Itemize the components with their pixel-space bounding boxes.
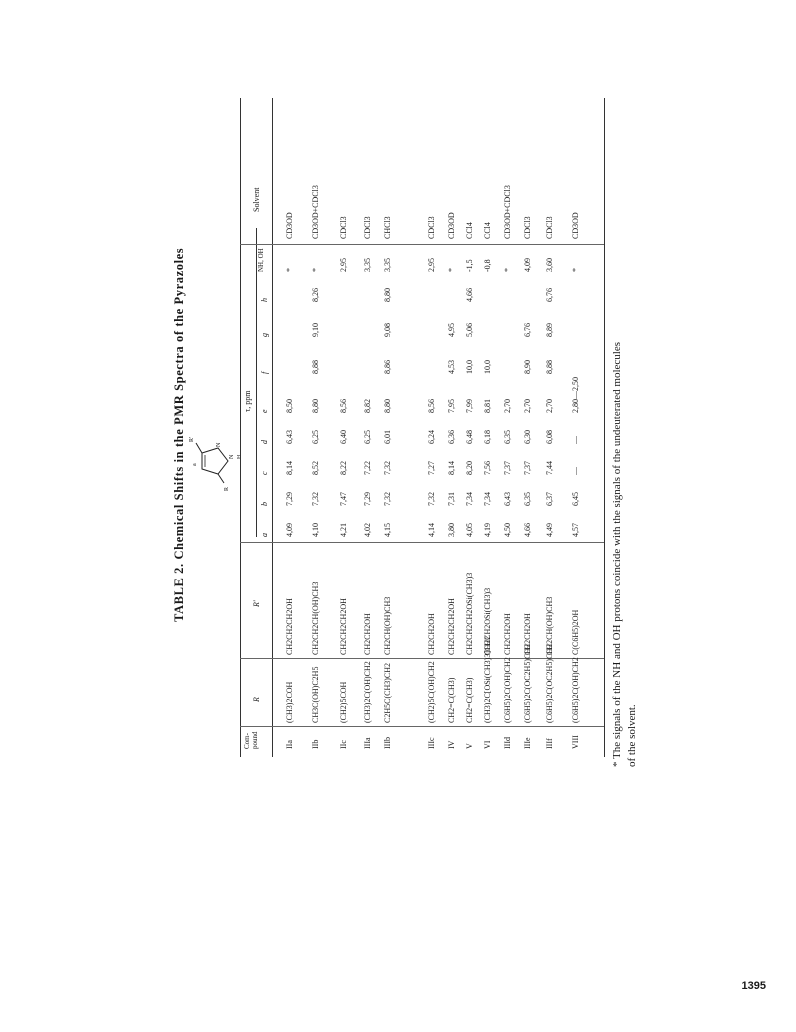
cell-r: (C6H5)2C(OH)CH2 <box>571 657 580 723</box>
structure-label-a: a <box>192 463 198 466</box>
cell-compound: IIIa <box>363 737 372 749</box>
cell-r: (CH3)2C[OSi(CH3)3]CH2 <box>483 635 492 723</box>
cell-f: 4,53 <box>447 360 456 374</box>
table-row <box>540 98 558 757</box>
cell-compound: IIIf <box>545 738 554 749</box>
cell-solvent: CD3OD <box>285 212 294 239</box>
table-row <box>498 98 516 757</box>
cell-solvent: CDCl3 <box>363 216 372 239</box>
cell-solvent: CDCl3 <box>523 216 532 239</box>
cell-a: 4,49 <box>545 523 554 537</box>
cell-r: (CH2)5COH <box>339 681 348 723</box>
structure-label-n2: N <box>229 454 235 459</box>
cell-r-prime: CH2CH2CH(OH)CH3 <box>311 581 320 655</box>
cell-e: 2,70 <box>545 399 554 413</box>
cell-b: 6,37 <box>545 492 554 506</box>
cell-compound: IIb <box>311 739 320 749</box>
cell-r-prime: CH2CH(OH)CH3 <box>383 596 392 655</box>
cell-f: 8,88 <box>311 360 320 374</box>
cell-a: 4,15 <box>383 523 392 537</box>
cell-a: 4,02 <box>363 523 372 537</box>
cell-compound: IIId <box>503 737 512 749</box>
cell-a: 4,05 <box>465 523 474 537</box>
header-solvent: Solvent <box>252 187 261 212</box>
cell-solvent: CD3OD <box>447 212 456 239</box>
cell-r-prime: CH2CH2OH <box>503 613 512 655</box>
table-bottom-rule <box>604 98 605 757</box>
cell-g: 8,89 <box>545 323 554 337</box>
table-row <box>358 98 376 757</box>
table-row <box>478 98 496 757</box>
cell-e: 8,56 <box>427 399 436 413</box>
cell-r-prime: CH2CH2CH2OH <box>285 598 294 655</box>
cell-nh-oh: 3,35 <box>383 258 392 272</box>
pyrazole-ring-drawing <box>188 427 248 497</box>
cell-nh-oh: * <box>447 268 456 272</box>
cell-b: 7,29 <box>285 492 294 506</box>
cell-b: 7,29 <box>363 492 372 506</box>
header-tau-ppm: τ, ppm <box>243 390 252 412</box>
cell-r-prime: CH2CH2CH2OH <box>447 598 456 655</box>
cell-r-prime: C(C6H5)2OH <box>571 609 580 655</box>
table-row <box>422 98 440 757</box>
cell-b: 6,45 <box>571 492 580 506</box>
table-row <box>442 98 460 757</box>
structure-label-n1: N <box>216 442 222 447</box>
cell-e: 7,99 <box>465 399 474 413</box>
cell-a: 3,80 <box>447 523 456 537</box>
header-a: a <box>260 533 269 537</box>
footnote-line-2: of the solvent. <box>626 704 638 767</box>
cell-r: (C6H5)2C(OC2H5)CH2 <box>523 643 532 723</box>
cell-r-prime: CH2CH2CH2OH <box>339 598 348 655</box>
cell-compound: IV <box>447 740 456 749</box>
cell-compound: V <box>465 743 474 749</box>
cell-d: — <box>571 436 580 444</box>
table-row <box>566 98 584 757</box>
cell-c: 8,52 <box>311 461 320 475</box>
cell-a: 4,10 <box>311 523 320 537</box>
cell-nh-oh: -1,5 <box>465 259 474 272</box>
cell-solvent: CCl4 <box>465 222 474 239</box>
cell-nh-oh: * <box>503 268 512 272</box>
cell-e: 2,80—2,50 <box>571 377 580 413</box>
table-row <box>378 98 396 757</box>
cell-f: 10,0 <box>483 360 492 374</box>
cell-c: 7,56 <box>483 461 492 475</box>
cell-r: CH2=C(CH3) <box>447 677 456 723</box>
structure-label-h: H <box>237 454 243 459</box>
cell-a: 4,14 <box>427 523 436 537</box>
cell-a: 4,21 <box>339 523 348 537</box>
cell-compound: IIIc <box>427 737 436 749</box>
cell-r: CH3C(OH)C2H5 <box>311 666 320 723</box>
cell-d: 6,18 <box>483 430 492 444</box>
cell-nh-oh: -0,8 <box>483 259 492 272</box>
cell-solvent: CHCl3 <box>383 216 392 239</box>
cell-compound: VIII <box>571 735 580 749</box>
cell-compound: VI <box>483 740 492 749</box>
tau-group-rule <box>256 228 257 537</box>
cell-r: (CH3)2COH <box>285 681 294 723</box>
cell-r: (C6H5)2C(OC2H5)CH2 <box>545 643 554 723</box>
cell-g: 6,76 <box>523 323 532 337</box>
cell-a: 4,09 <box>285 523 294 537</box>
cell-solvent: CD3OD+CDCl3 <box>503 185 512 239</box>
cell-nh-oh: 3,35 <box>363 258 372 272</box>
table-row <box>306 98 324 757</box>
cell-nh-oh: 4,09 <box>523 258 532 272</box>
header-d: d <box>260 440 269 444</box>
cell-solvent: CD3OD <box>571 212 580 239</box>
cell-nh-oh: 3,60 <box>545 258 554 272</box>
cell-b: 6,43 <box>503 492 512 506</box>
cell-b: 7,32 <box>311 492 320 506</box>
cell-r-prime: CH2CH2OH <box>523 613 532 655</box>
cell-d: 6,01 <box>383 430 392 444</box>
cell-c: 7,32 <box>383 461 392 475</box>
cell-nh-oh: 2,95 <box>427 258 436 272</box>
cell-c: — <box>571 467 580 475</box>
cell-r-prime: CH2CH2OH <box>363 613 372 655</box>
cell-e: 8,56 <box>339 399 348 413</box>
cell-d: 6,30 <box>523 430 532 444</box>
cell-c: 7,44 <box>545 461 554 475</box>
cell-b: 7,34 <box>465 492 474 506</box>
cell-r: C2H5C(CH3)CH2 <box>383 662 392 723</box>
cell-h: 4,66 <box>465 288 474 302</box>
cell-nh-oh: 2,95 <box>339 258 348 272</box>
cell-d: 6,25 <box>311 430 320 444</box>
header-nh-oh: NH, OH <box>257 248 265 272</box>
cell-r-prime: CH2CH2OSi(CH3)3 <box>483 587 492 655</box>
cell-e: 8,80 <box>311 399 320 413</box>
table-footnote <box>610 117 640 767</box>
cell-c: 8,14 <box>285 461 294 475</box>
cell-f: 8,86 <box>383 360 392 374</box>
cell-e: 2,70 <box>523 399 532 413</box>
header-h: h <box>260 298 269 302</box>
cell-f: 10,0 <box>465 360 474 374</box>
cell-c: 7,22 <box>363 461 372 475</box>
cell-compound: IIIe <box>523 737 532 749</box>
structure-label-r: R <box>224 486 230 491</box>
cell-d: 6,08 <box>545 430 554 444</box>
cell-a: 4,50 <box>503 523 512 537</box>
cell-e: 7,95 <box>447 399 456 413</box>
cell-b: 7,32 <box>427 492 436 506</box>
structure-label-r-prime: R' <box>189 436 195 442</box>
cell-c: 8,20 <box>465 461 474 475</box>
table-row <box>334 98 352 757</box>
cell-r: (CH2)5C(OH)CH2 <box>427 661 436 723</box>
page-number: 1395 <box>741 980 766 992</box>
pmr-shift-table <box>240 98 604 757</box>
cell-g: 9,10 <box>311 323 320 337</box>
header-e: e <box>260 409 269 413</box>
cell-solvent: CDCl3 <box>339 216 348 239</box>
cell-c: 7,27 <box>427 461 436 475</box>
cell-e: 8,82 <box>363 399 372 413</box>
cell-d: 6,48 <box>465 430 474 444</box>
cell-e: 8,80 <box>383 399 392 413</box>
cell-h: 6,76 <box>545 288 554 302</box>
cell-e: 2,70 <box>503 399 512 413</box>
header-g: g <box>260 333 269 337</box>
table-caption: TABLE 2. Chemical Shifts in the PMR Spectra of the Pyrazoles <box>172 247 186 622</box>
cell-c: 8,14 <box>447 461 456 475</box>
cell-solvent: CCl4 <box>483 222 492 239</box>
cell-d: 6,35 <box>503 430 512 444</box>
header-c: c <box>260 471 269 475</box>
header-r-prime: R' <box>252 600 261 607</box>
cell-nh-oh: * <box>571 268 580 272</box>
cell-r: (C6H5)2C(OH)CH2 <box>503 657 512 723</box>
cell-g: 4,95 <box>447 323 456 337</box>
header-f: f <box>260 371 269 374</box>
pyrazole-structure <box>188 427 248 497</box>
cell-a: 4,66 <box>523 523 532 537</box>
cell-b: 7,32 <box>383 492 392 506</box>
cell-compound: IIIb <box>383 737 392 749</box>
cell-b: 7,34 <box>483 492 492 506</box>
cell-solvent: CDCl3 <box>427 216 436 239</box>
cell-solvent: CDCl3 <box>545 216 554 239</box>
cell-r: CH2=C(CH3) <box>465 677 474 723</box>
cell-e: 8,50 <box>285 399 294 413</box>
header-r: R <box>252 697 261 702</box>
cell-r-prime: CH2CH(OH)CH3 <box>545 596 554 655</box>
header-b: b <box>260 502 269 506</box>
cell-compound: IIc <box>339 740 348 749</box>
cell-solvent: CD3OD+CDCl3 <box>311 185 320 239</box>
cell-d: 6,25 <box>363 430 372 444</box>
cell-f: 8,88 <box>545 360 554 374</box>
footnote-line-1: * The signals of the NH and OH protons coincide with the signals of the undeuterated molecules <box>611 341 623 767</box>
cell-nh-oh: * <box>311 268 320 272</box>
table-row <box>460 98 478 757</box>
cell-a: 4,57 <box>571 523 580 537</box>
cell-c: 8,22 <box>339 461 348 475</box>
cell-nh-oh: * <box>285 268 294 272</box>
cell-d: 6,43 <box>285 430 294 444</box>
cell-r: (CH3)2C(OH)CH2 <box>363 661 372 723</box>
cell-b: 7,31 <box>447 492 456 506</box>
table-row <box>518 98 536 757</box>
cell-d: 6,24 <box>427 430 436 444</box>
cell-f: 8,90 <box>523 360 532 374</box>
cell-c: 7,37 <box>523 461 532 475</box>
table-row <box>280 98 298 757</box>
cell-e: 8,81 <box>483 399 492 413</box>
cell-r-prime: CH2CH2CH2OSi(CH3)3 <box>465 572 474 655</box>
cell-d: 6,40 <box>339 430 348 444</box>
cell-c: 7,37 <box>503 461 512 475</box>
cell-a: 4,19 <box>483 523 492 537</box>
cell-h: 8,26 <box>311 288 320 302</box>
cell-d: 6,36 <box>447 430 456 444</box>
cell-h: 8,80 <box>383 288 392 302</box>
cell-g: 5,06 <box>465 323 474 337</box>
cell-compound: IIa <box>285 740 294 749</box>
cell-b: 6,35 <box>523 492 532 506</box>
cell-b: 7,47 <box>339 492 348 506</box>
cell-r-prime: CH2CH2OH <box>427 613 436 655</box>
header-compound: Com-pound <box>243 731 259 749</box>
cell-g: 9,08 <box>383 323 392 337</box>
